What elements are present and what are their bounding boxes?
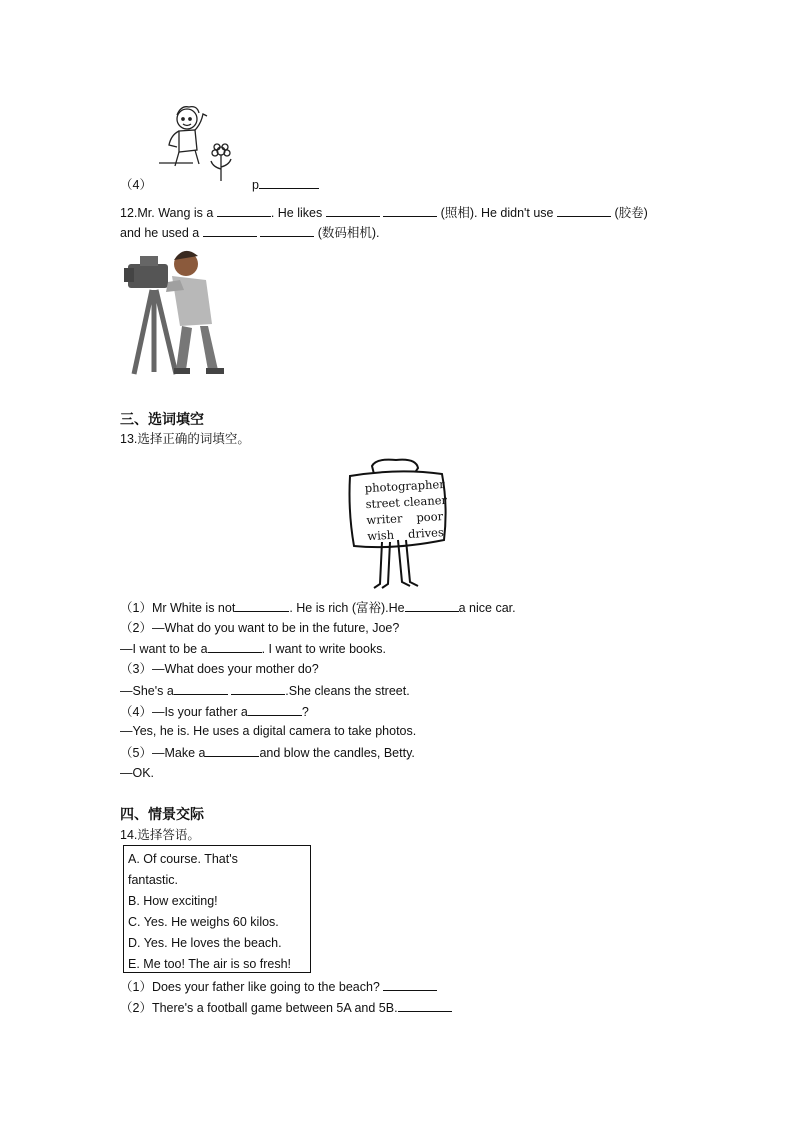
q14-item-1: （1）Does your father like going to the beach? [120,978,437,995]
answer-blank[interactable] [259,176,319,189]
signboard-word-poor: poor [415,509,444,525]
signboard-word-writer: writer [366,511,403,528]
answer-blank[interactable] [383,204,437,217]
option-c: C. Yes. He weighs 60 kilos. [128,915,279,929]
answer-blank[interactable] [383,978,437,991]
answer-blank[interactable] [398,999,452,1012]
option-a: A. Of course. That's [128,852,238,866]
word-signboard [346,458,450,590]
q13-item-5: （5）—Make a and blow the candles, Betty. [120,746,415,760]
q12-line-1: 12.Mr. Wang is a . He likes (照相). He didn't use (胶卷) [120,206,648,220]
q14-options-box [123,845,311,973]
signboard-word-photographer: photographer [364,476,446,496]
answer-blank[interactable] [208,640,262,653]
answer-blank[interactable] [203,224,257,237]
person-with-flower-illustration [155,103,237,181]
answer-blank[interactable] [174,682,228,695]
signboard-word-wish: wish [366,527,395,544]
q11-item-4: （4） p [120,176,319,193]
q13-item-5-answer: —OK. [120,766,155,780]
answer-blank[interactable] [205,744,259,757]
q13-item-4: （4）—Is your father a ? [120,705,309,719]
q13-item-3-answer: —She's a .She cleans the street. [120,684,410,698]
answer-blank[interactable] [231,682,285,695]
answer-blank[interactable] [326,204,380,217]
photographer-illustration [124,246,230,380]
signboard-word-street-cleaner: street cleaner [365,492,448,512]
answer-blank[interactable] [405,599,459,612]
answer-blank[interactable] [260,224,314,237]
signboard-word-drives: drives [407,525,445,541]
q14-instruction: 14.选择答语。 [120,828,200,842]
q14-item-2: （2）There's a football game between 5A and 5B. [120,999,452,1016]
answer-blank[interactable] [557,204,611,217]
q13-instruction: 13.选择正确的词填空。 [120,432,250,446]
q13-item-2: （2）—What do you want to be in the future, Joe? [120,621,400,635]
q13-item-3: （3）—What does your mother do? [120,662,319,676]
section-4-title: 四、情景交际 [120,806,204,822]
q13-item-1: （1）Mr White is not . He is rich (富裕).He a nice car. [120,601,516,615]
option-b: B. How exciting! [128,894,218,908]
q13-item-4-answer: —Yes, he is. He uses a digital camera to take photos. [120,724,417,738]
q13-item-2-answer: —I want to be a . I want to write books. [120,642,386,656]
option-e: E. Me too! The air is so fresh! [128,957,292,971]
answer-blank[interactable] [235,599,289,612]
answer-blank[interactable] [217,204,271,217]
section-3-title: 三、选词填空 [120,411,204,427]
q12-line-2: and he used a (数码相机). [120,226,380,240]
answer-blank[interactable] [248,703,302,716]
option-a-continued: fantastic. [128,873,179,887]
option-d: D. Yes. He loves the beach. [128,936,282,950]
